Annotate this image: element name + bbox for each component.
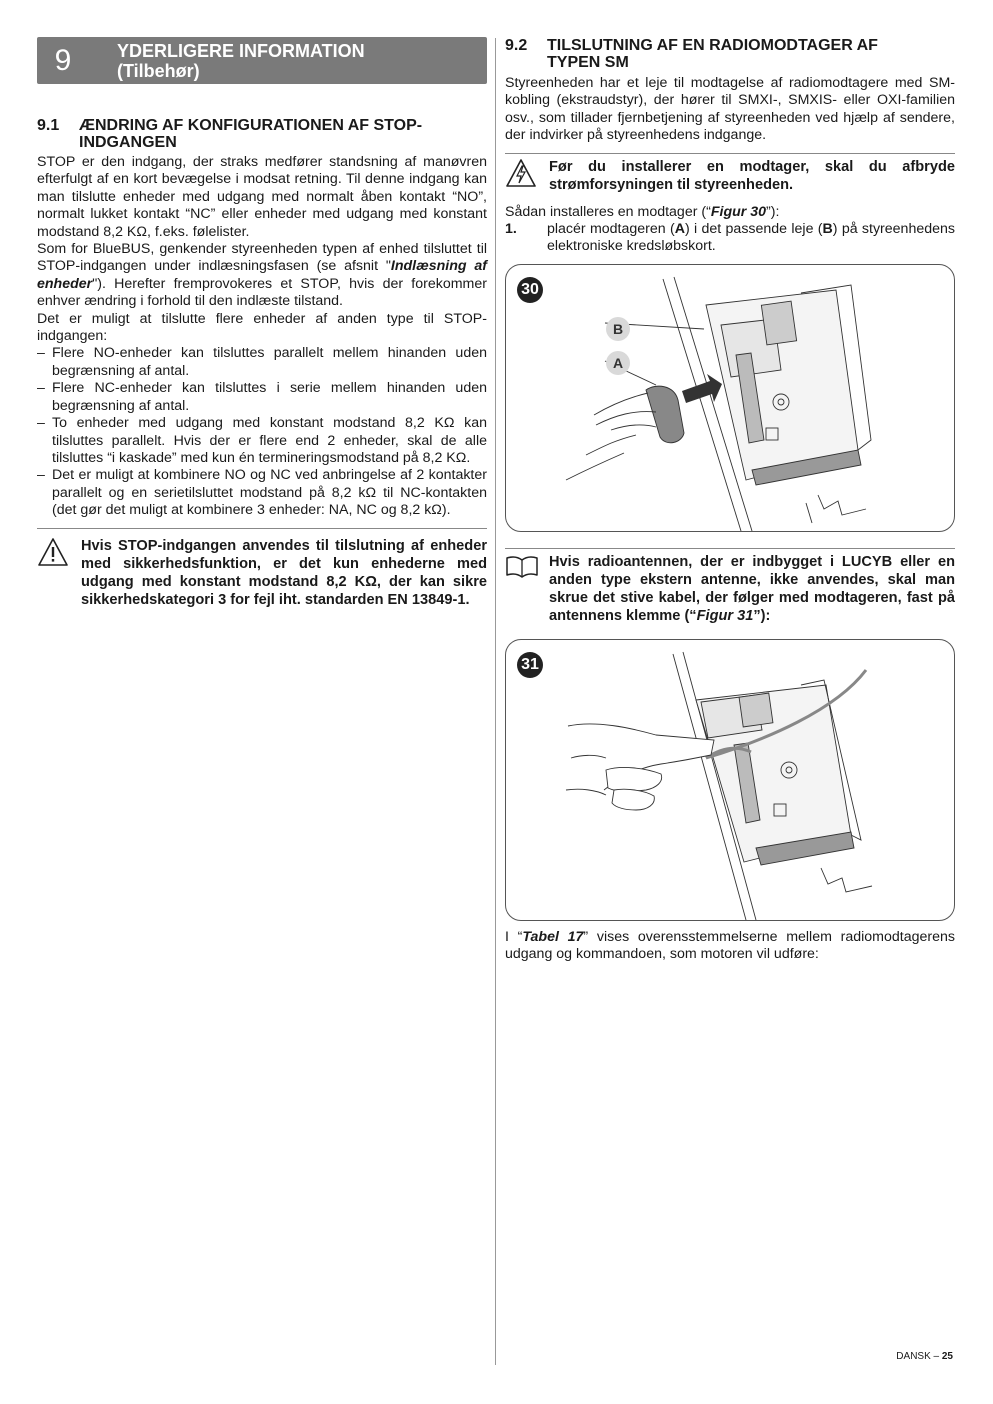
paragraph: STOP er den indgang, der straks medfører standsning af manøvren efterfulgt af en kort bevægelse i modsat retning. Til denne indgang kan man tilslutte enheder med udgang med normalt åben kontakt “NO”, normalt lukket kontakt “NC” eller enheder med udgang med konstant modstand 8,2 KΩ, f.eks. følelister. <box>37 154 487 240</box>
electric-warning-note <box>505 158 955 194</box>
electric-hazard-icon <box>505 158 539 194</box>
text-span: ”): <box>766 203 780 220</box>
paragraph: Det er muligt at tilslutte flere enheder af anden type til STOP-indgangen: <box>37 310 487 345</box>
svg-text:A: A <box>612 354 624 371</box>
text-span: ) i det passende leje ( <box>684 221 823 238</box>
section-title-line2: TYPEN SM <box>547 54 629 71</box>
chapter-title-line1: YDERLIGERE INFORMATION <box>117 40 365 61</box>
chapter-title <box>117 41 365 81</box>
divider-rule <box>37 528 487 529</box>
text-span: "). Herefter fremprovokeres et STOP, hvis der forekommer enhver ændring i forhold til den indlæste tilstand. <box>37 275 487 310</box>
warning-text: Hvis STOP-indgangen anvendes til tilslutning af enheder med sikkerhedsfunktion, er det kun enhederne med udgang med konstant modstand 8,2 KΩ, der kan sikre sikkerhedskategori 3 for fejl iht. standarden EN 13849-1. <box>81 537 487 608</box>
paragraph <box>37 241 487 311</box>
figure-31 <box>505 639 955 921</box>
label-ref: A <box>674 221 685 238</box>
page-footer <box>896 1351 953 1362</box>
figure-31-drawing <box>506 640 955 920</box>
text-span: placér modtageren ( <box>547 221 675 238</box>
list-item <box>505 221 955 256</box>
list-item: – To enheder med udgang med konstant modstand 8,2 KΩ kan tilsluttes parallelt. Hvis der er flere end 2 enheder, skal de alle tilsluttes “i kaskade” med kun én termineringsmodstand på 8,2 KΩ. <box>37 415 487 467</box>
label-a <box>606 351 630 375</box>
divider-rule <box>505 548 955 549</box>
paragraph <box>505 929 955 964</box>
section-title <box>547 37 878 71</box>
manual-note <box>505 553 955 625</box>
chapter-header <box>37 37 487 84</box>
section-title-line1: TILSLUTNING AF EN RADIOMODTAGER AF <box>547 37 878 54</box>
warning-text: Før du installerer en modtager, skal du afbryde strømforsyningen til styreenheden. <box>549 158 955 193</box>
list-item: – Flere NO-enheder kan tilsluttes parallelt mellem hinanden uden begrænsning af antal. <box>37 345 487 380</box>
section-number: 9.2 <box>505 37 528 54</box>
left-column <box>37 37 487 609</box>
section-title-line2: INDGANGEN <box>79 134 177 151</box>
label-ref: B <box>822 221 833 238</box>
paragraph: Styreenheden har et leje til modtagelse af radiomodtagere med SM-kobling (ekstraudstyr), der hører til SMXI-, SMXIS- eller OXI-familien osv., som tillader fjernbetjening af styreenheden ved hjælp af sendere, der indvirker på styreenhedens indgange. <box>505 75 955 144</box>
figure-reference: Figur 30 <box>710 203 767 220</box>
table-reference: Tabel 17 <box>522 928 584 945</box>
text-span: ”): <box>753 607 771 624</box>
note-text <box>549 553 955 625</box>
paragraph <box>505 204 955 221</box>
right-column <box>505 37 955 964</box>
list-item: – Flere NC-enheder kan tilsluttes i serie mellem hinanden uden begrænsning af antal. <box>37 380 487 415</box>
bullet-list <box>37 345 487 519</box>
section-number: 9.1 <box>37 117 60 134</box>
section-reference: Indlæsning af enheder <box>37 258 487 292</box>
chapter-title-line2: (Tilbehør) <box>117 60 200 81</box>
section-9-1-heading <box>37 117 487 151</box>
svg-text:B: B <box>612 320 624 337</box>
step-text <box>547 221 955 256</box>
chapter-number: 9 <box>54 43 72 77</box>
footer-language: DANSK – <box>896 1351 942 1362</box>
text-span: Som for BlueBUS, genkender styreenheden typen af enhed tilsluttet til STOP-indgangen under indlæsningsfasen (se afsnit " <box>37 241 487 275</box>
step-number: 1. <box>505 221 517 238</box>
steps-list <box>505 221 955 256</box>
text-span: I “ <box>505 928 523 945</box>
divider-rule <box>505 153 955 154</box>
manual-book-icon <box>505 553 539 625</box>
figure-number: 30 <box>517 277 543 303</box>
section-title-line1: ÆNDRING AF KONFIGURATIONEN AF STOP- <box>79 117 423 134</box>
column-divider <box>495 38 496 1365</box>
warning-note <box>37 537 487 609</box>
figure-30-drawing <box>506 265 955 531</box>
text-span: Hvis radioantennen, der er indbygget i LUCYB eller en anden type ekstern antenne, ikke anvendes, skal man skrue det stive kabel, der følger med modtageren, fast på antennens klemme (“ <box>549 553 955 624</box>
list-item: – Det er muligt at kombinere NO og NC ved anbringelse af 2 kontakter parallelt og en serietilsluttet modstand på 8,2 kΩ til NC-kontakten (det gør det muligt at kombinere 3 enheder: NA, NC og 8,2 kΩ). <box>37 467 487 519</box>
figure-reference: Figur 31 <box>696 607 754 624</box>
page-number: 25 <box>941 1351 953 1362</box>
text-span: Sådan installeres en modtager (“ <box>505 203 711 220</box>
section-title <box>79 117 422 151</box>
text-span: ) på styreenhedens elektroniske kredsløbskort. <box>547 221 955 255</box>
figure-number: 31 <box>517 652 543 678</box>
section-9-2-heading <box>505 37 955 71</box>
label-b <box>606 317 630 341</box>
text-span: ” vises overensstemmelserne mellem radiomodtagerens udgang og kommandoen, som motoren vil udføre: <box>505 928 955 963</box>
figure-30 <box>505 264 955 532</box>
warning-icon <box>37 537 71 609</box>
